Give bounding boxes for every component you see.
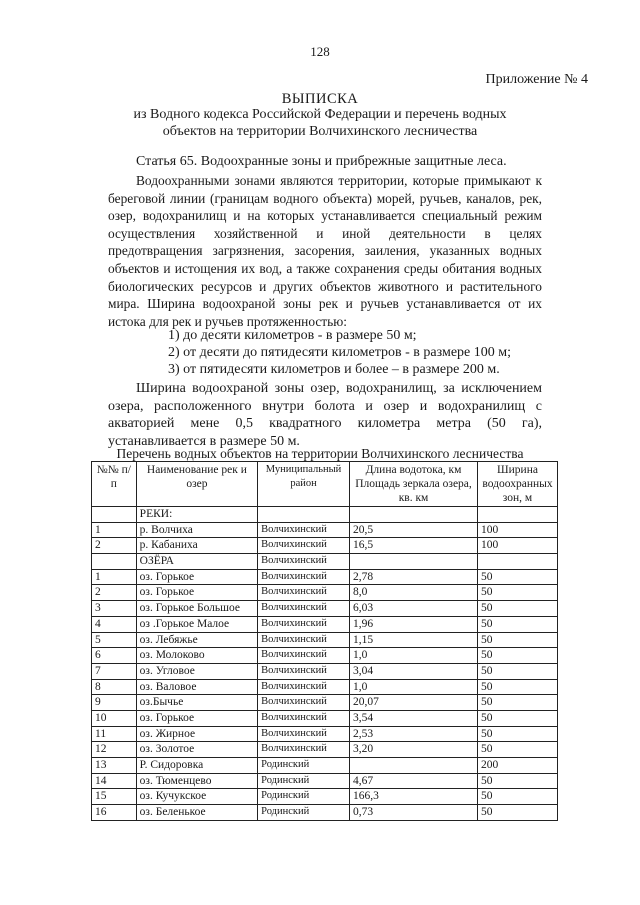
cell-length: 1,0 <box>349 679 477 695</box>
cell-name: оз. Горькое Большое <box>136 601 257 617</box>
table-row <box>92 710 558 726</box>
cell-width: 200 <box>478 758 558 774</box>
table-row <box>92 663 558 679</box>
cell-name: оз. Золотое <box>136 742 257 758</box>
table-row <box>92 726 558 742</box>
cell-width: 50 <box>478 773 558 789</box>
cell-name: оз. Молоково <box>136 648 257 664</box>
cell-length: 0,73 <box>349 805 477 821</box>
cell-no: 7 <box>92 663 137 679</box>
table-caption: Перечень водных объектов на территории Волчихинского лесничества <box>116 446 524 461</box>
cell-width: 50 <box>478 585 558 601</box>
cell-width: 50 <box>478 805 558 821</box>
cell-name: оз. Угловое <box>136 663 257 679</box>
cell-name: оз. Горькое <box>136 710 257 726</box>
cell-no: 12 <box>92 742 137 758</box>
cell-no: 9 <box>92 695 137 711</box>
table-row <box>92 805 558 821</box>
header-width: Ширина водоохранных зон, м <box>478 462 558 507</box>
cell-no: 3 <box>92 601 137 617</box>
list-item-1: 1) до десяти километров - в размере 50 м; <box>168 328 417 343</box>
cell-no: 15 <box>92 789 137 805</box>
cell-no: 1 <box>92 522 137 538</box>
table-row <box>92 742 558 758</box>
cell-district: Волчихинский <box>258 601 350 617</box>
cell-length: 3,54 <box>349 710 477 726</box>
section-row-rivers <box>92 507 558 523</box>
cell-length: 16,5 <box>349 538 477 554</box>
cell-name: оз. Кучукское <box>136 789 257 805</box>
cell-name: ОЗЁРА <box>136 554 257 570</box>
cell-no: 11 <box>92 726 137 742</box>
cell-width: 50 <box>478 648 558 664</box>
header-length: Длина водотока, км Площадь зеркала озера, кв. км <box>349 462 477 507</box>
cell-district: Волчихинский <box>258 710 350 726</box>
table-row <box>92 695 558 711</box>
cell-district: Волчихинский <box>258 569 350 585</box>
cell-width: 100 <box>478 538 558 554</box>
cell-length: 6,03 <box>349 601 477 617</box>
cell-length: 1,15 <box>349 632 477 648</box>
cell-length: 166,3 <box>349 789 477 805</box>
cell-length <box>349 758 477 774</box>
cell-width: 50 <box>478 789 558 805</box>
cell-district: Родинский <box>258 773 350 789</box>
cell-width <box>478 554 558 570</box>
cell-length: 1,0 <box>349 648 477 664</box>
cell-length: 20,5 <box>349 522 477 538</box>
cell-no: 8 <box>92 679 137 695</box>
cell-district: Волчихинский <box>258 679 350 695</box>
table-row <box>92 648 558 664</box>
cell-length <box>349 554 477 570</box>
cell-no: 4 <box>92 616 137 632</box>
cell-name: оз. Жирное <box>136 726 257 742</box>
table-cell <box>92 507 137 523</box>
cell-width: 50 <box>478 632 558 648</box>
table-row <box>92 585 558 601</box>
list-item-2: 2) от десяти до пятидесяти километров - в размере 100 м; <box>168 345 511 360</box>
list-item-3: 3) от пятидесяти километров и более – в размере 200 м. <box>168 362 500 377</box>
header-district: Муниципальный район <box>258 462 350 507</box>
cell-district: Волчихинский <box>258 554 350 570</box>
cell-district: Родинский <box>258 805 350 821</box>
cell-name: оз. Тюменцево <box>136 773 257 789</box>
cell-name: р. Волчиха <box>136 522 257 538</box>
cell-length: 3,04 <box>349 663 477 679</box>
cell-district: Волчихинский <box>258 695 350 711</box>
cell-width: 50 <box>478 616 558 632</box>
cell-length: 1,96 <box>349 616 477 632</box>
cell-name: оз. Горькое <box>136 569 257 585</box>
table-row <box>92 538 558 554</box>
section-label: РЕКИ: <box>136 507 257 523</box>
table-row <box>92 679 558 695</box>
cell-name: оз. Валовое <box>136 679 257 695</box>
cell-no: 2 <box>92 538 137 554</box>
cell-width: 50 <box>478 710 558 726</box>
cell-name: оз.Бычье <box>136 695 257 711</box>
cell-length: 2,78 <box>349 569 477 585</box>
table-cell <box>478 507 558 523</box>
cell-no: 2 <box>92 585 137 601</box>
article-heading: Статья 65. Водоохранные зоны и прибрежные защитные леса. <box>136 154 507 169</box>
paragraph-lakes: Ширина водоохраной зоны озер, водохранилищ, за исключением озера, расположенного внутри болота и озер и водохранилищ с акваторией мене 0,5 квадратного километра метра (50 га), устанавливается в размере 50 м. <box>108 381 542 449</box>
table-row <box>92 632 558 648</box>
table-row <box>92 522 558 538</box>
paragraph-water-zones: Водоохранными зонами являются территории, которые примыкают к береговой линии (границам водного объекта) морей, ручьев, каналов, рек, озер, водохранилищ и на которых устанавливается специальный режим осуществления хозяйственной и иной деятельности в целях предотвращения загрязнения, засорения, заиления, указанных водных объектов и истощения их вод, а также сохранения среды обитания водных биологических ресурсов и других объектов животного и растительного мира. Ширина водоохраной зоны рек и ручьев устанавливается от их истока для рек и ручьев протяженностью: <box>108 173 542 329</box>
table-row <box>92 773 558 789</box>
cell-district: Волчихинский <box>258 648 350 664</box>
table-row <box>92 758 558 774</box>
header-no: №№ п/п <box>92 462 137 507</box>
subtitle-line: объектов на территории Волчихинского лесничества <box>162 124 478 139</box>
cell-district: Родинский <box>258 758 350 774</box>
cell-length: 4,67 <box>349 773 477 789</box>
cell-name: р. Кабаниха <box>136 538 257 554</box>
cell-no: 13 <box>92 758 137 774</box>
cell-district: Волчихинский <box>258 632 350 648</box>
cell-district: Волчихинский <box>258 663 350 679</box>
subtitle-line: из Водного кодекса Российской Федерации и перечень водных <box>133 107 507 122</box>
cell-district: Волчихинский <box>258 616 350 632</box>
cell-district: Волчихинский <box>258 538 350 554</box>
cell-width: 50 <box>478 679 558 695</box>
cell-name: оз. Лебяжье <box>136 632 257 648</box>
water-objects-table <box>91 461 558 821</box>
cell-district: Волчихинский <box>258 742 350 758</box>
cell-length: 3,20 <box>349 742 477 758</box>
cell-district: Родинский <box>258 789 350 805</box>
cell-no <box>92 554 137 570</box>
cell-no: 10 <box>92 710 137 726</box>
table-row <box>92 569 558 585</box>
table-cell <box>349 507 477 523</box>
table-header-row <box>92 462 558 507</box>
table-body <box>92 507 558 821</box>
cell-district: Волчихинский <box>258 726 350 742</box>
cell-no: 16 <box>92 805 137 821</box>
cell-name: Р. Сидоровка <box>136 758 257 774</box>
cell-width: 50 <box>478 569 558 585</box>
cell-district: Волчихинский <box>258 585 350 601</box>
table-row <box>92 789 558 805</box>
cell-width: 50 <box>478 726 558 742</box>
cell-length: 2,53 <box>349 726 477 742</box>
cell-length: 20,07 <box>349 695 477 711</box>
cell-no: 6 <box>92 648 137 664</box>
document-title: ВЫПИСКА <box>281 91 359 107</box>
table-row <box>92 601 558 617</box>
cell-width: 50 <box>478 663 558 679</box>
cell-name: оз. Беленькое <box>136 805 257 821</box>
cell-name: оз. Горькое <box>136 585 257 601</box>
cell-width: 50 <box>478 695 558 711</box>
cell-width: 100 <box>478 522 558 538</box>
cell-no: 5 <box>92 632 137 648</box>
page-number: 128 <box>310 44 330 59</box>
cell-district: Волчихинский <box>258 522 350 538</box>
table-cell <box>258 507 350 523</box>
cell-no: 14 <box>92 773 137 789</box>
cell-name: оз .Горькое Малое <box>136 616 257 632</box>
table-row <box>92 616 558 632</box>
cell-no: 1 <box>92 569 137 585</box>
section-row-lakes <box>92 554 558 570</box>
cell-width: 50 <box>478 742 558 758</box>
header-name: Наименование рек и озер <box>136 462 257 507</box>
cell-width: 50 <box>478 601 558 617</box>
cell-length: 8,0 <box>349 585 477 601</box>
appendix-label: Приложение № 4 <box>485 72 588 87</box>
document-subtitle <box>0 106 640 140</box>
